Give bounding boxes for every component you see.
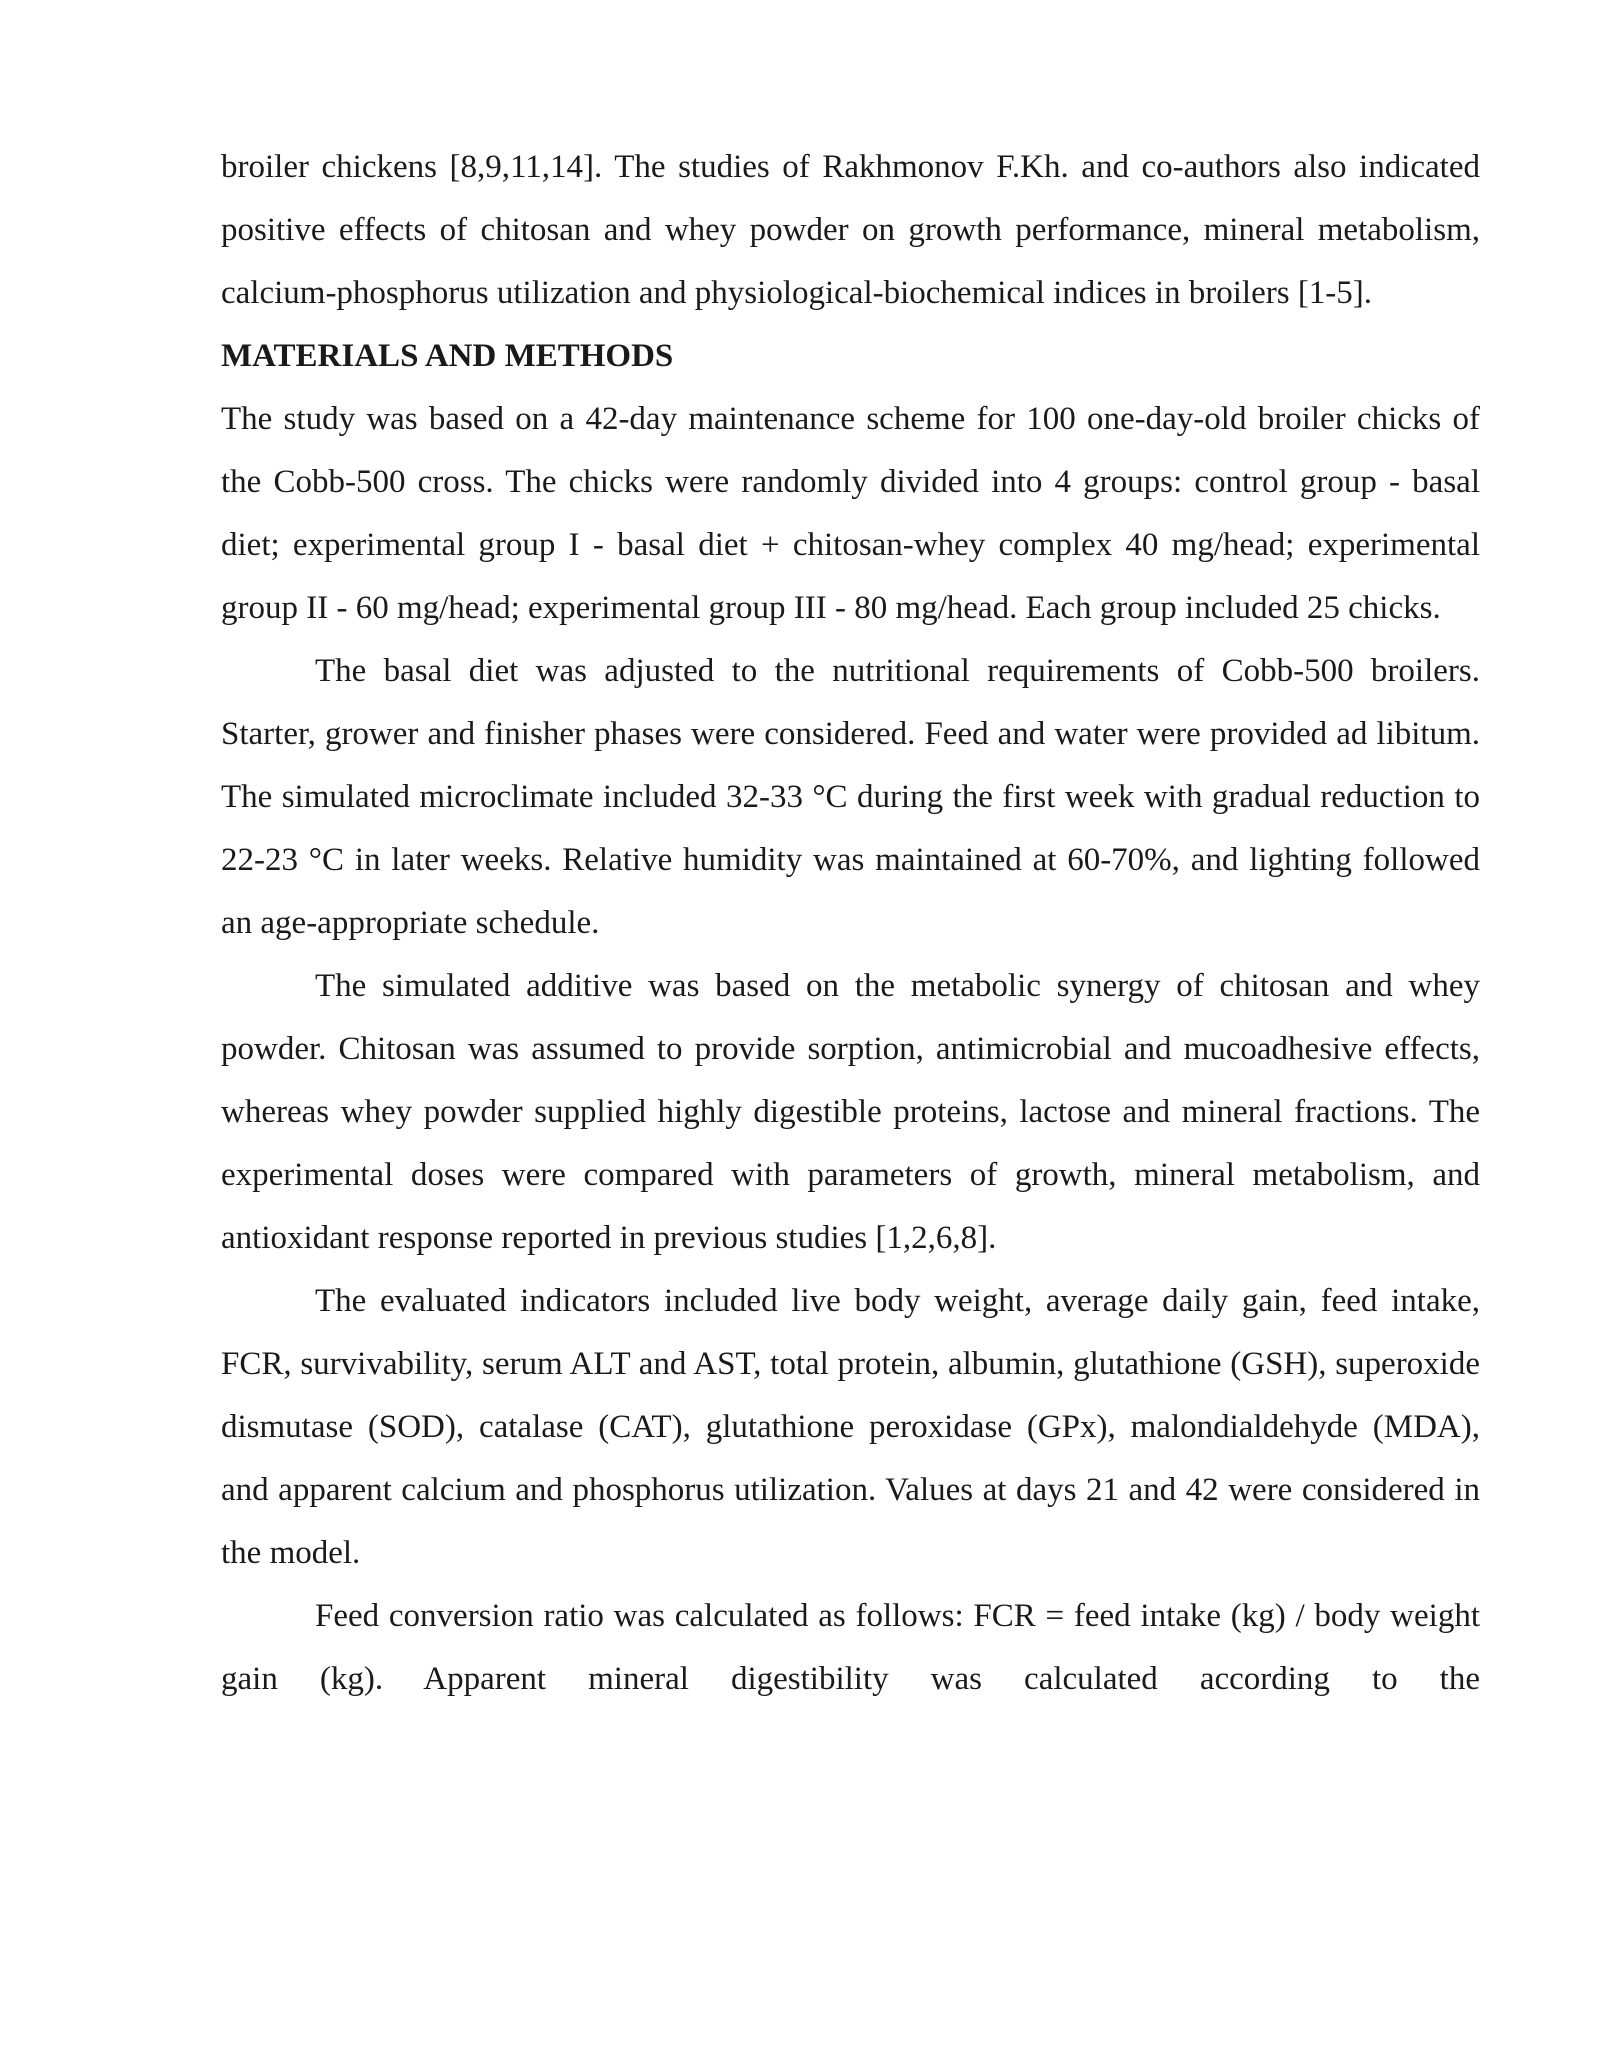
paragraph-methods-indicators: The evaluated indicators included live body weight, average daily gain, feed intake, FCR, survivability, serum ALT and AST, total protein, albumin, glutathione (GSH), superoxide dismutase (SOD), catalase (CAT), glutathione peroxidase (GPx), malondialdehyde (MDA), and apparent calcium and phosphorus utilization. Values at days 21 and 42 were considered in the model.	[221, 1283, 1480, 1571]
paragraph-methods-fcr: Feed conversion ratio was calculated as follows: FCR = feed intake (kg) / body weight gain (kg). Apparent mineral digestibility was calculated according to the	[221, 1598, 1480, 1697]
paragraph-intro-continued: broiler chickens [8,9,11,14]. The studies of Rakhmonov F.Kh. and co-authors also indicated positive effects of chitosan and whey powder on growth performance, mineral metabolism, calcium-phosphorus utilization and physiological-biochemical indices in broilers [1-5].	[221, 149, 1480, 311]
paragraph-methods-design: The study was based on a 42-day maintenance scheme for 100 one-day-old broiler chicks of the Cobb-500 cross. The chicks were randomly divided into 4 groups: control group - basal diet; experimental group I - basal diet + chitosan-whey complex 40 mg/head; experimental group II - 60 mg/head; experimental group III - 80 mg/head. Each group included 25 chicks.	[221, 401, 1480, 626]
paragraph-methods-diet: The basal diet was adjusted to the nutritional requirements of Cobb-500 broilers. Starter, grower and finisher phases were considered. Feed and water were provided ad libitum. The simulated microclimate included 32-33 °C during the first week with gradual reduction to 22-23 °C in later weeks. Relative humidity was maintained at 60-70%, and lighting followed an age-appropriate schedule.	[221, 653, 1480, 941]
paragraph-methods-additive: The simulated additive was based on the metabolic synergy of chitosan and whey powder. Chitosan was assumed to provide sorption, antimicrobial and mucoadhesive effects, whereas whey powder supplied highly digestible proteins, lactose and mineral fractions. The experimental doses were compared with parameters of growth, mineral metabolism, and antioxidant response reported in previous studies [1,2,6,8].	[221, 968, 1480, 1256]
section-heading-materials-methods: MATERIALS AND METHODS	[221, 338, 674, 374]
body-text	[221, 136, 1480, 1711]
